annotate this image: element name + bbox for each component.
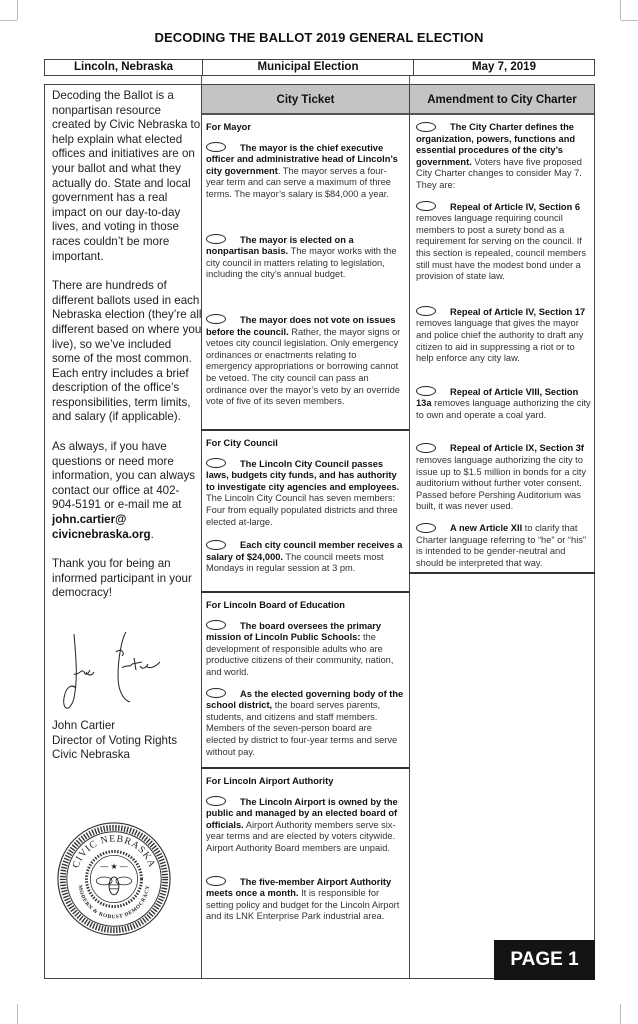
crop-mark (17, 0, 18, 20)
signer-block (52, 719, 177, 763)
amendment-item: Repeal of Article IX, Section 3f removes language authorizing the city to issue up to $1.5 million in bonds for a city auditorium without further voter consent. Passed before Pershing Auditorium was built, it was never used. (416, 443, 587, 512)
signature-image (56, 628, 166, 718)
ballot-oval[interactable] (206, 142, 226, 152)
ballot-oval[interactable] (416, 122, 436, 132)
ballot-oval[interactable] (206, 796, 226, 806)
ballot-item: The five-member Airport Authority meets once a month. It is responsible for setting policy and budget for the Lincoln Airport and its LNK Enterprise Park industrial area. (206, 876, 400, 922)
ballot-oval[interactable] (416, 386, 436, 396)
amendment-item: The City Charter defines the organization, powers, functions and essential procedures of the city’s government. Voters have five proposed City Charter changes to consider May 7. They are: (416, 122, 582, 190)
section-airport-authority (201, 770, 409, 970)
crop-mark (620, 1004, 621, 1024)
intro-paragraph: Thank you for being an informed participant in your democracy! (52, 557, 192, 600)
ballot-oval[interactable] (206, 688, 226, 698)
section-title: For Mayor (206, 122, 251, 132)
header-election: Municipal Election (203, 60, 414, 75)
amendment-item: Repeal of Article IV, Section 6 removes language requiring council members to post a surety bond as a requirement for serving on the council. If this section is repealed, council members still must have the modest bond under a provision of state law. (416, 201, 587, 282)
contact-paragraph: As always, if you have questions or need more information, you can always contact our office at 402-904-5191 or e-mail me at john.cartier@ civicnebraska.org. (52, 440, 196, 541)
ballot-item: The mayor is elected on a nonpartisan basis. The mayor works with the city council in matters relating to legislation, including the city’s annual budget. (206, 234, 397, 280)
section-board-of-education (201, 594, 409, 766)
intro-paragraph: Decoding the Ballot is a nonpartisan resource created by Civic Nebraska to help explain what elected offices and initiatives are on your ballot and what they actually do. State and local government has a real impact on our day-to-day lives, and voting in those races couldn’t be more important. (52, 89, 201, 263)
header-row (44, 59, 595, 76)
amendments-list (411, 122, 594, 579)
crop-mark (620, 0, 621, 20)
ballot-oval[interactable] (416, 201, 436, 211)
divider (409, 76, 410, 84)
crop-mark (0, 20, 17, 21)
ballot-item: The board oversees the primary mission of Lincoln Public Schools: the development of responsible adults who are productive citizens of their community, nation, and world. (206, 620, 394, 677)
amendment-header: Amendment to City Charter (410, 85, 594, 115)
section-title: For Lincoln Airport Authority (206, 776, 334, 786)
ballot-oval[interactable] (206, 458, 226, 468)
signer-title: Director of Voting Rights (52, 733, 178, 747)
ballot-oval[interactable] (416, 443, 436, 453)
ballot-item: The mayor does not vote on issues before the council. Rather, the mayor signs or vetoes city council legislation. Only emergency ordinances or enactments relating to emergency appropriations or borrowing cannot be vetoed. The city council can pass an ordinance over the mayor’s veto by an override vote of five of its seven members. (206, 314, 401, 407)
page-title: DECODING THE BALLOT 2019 GENERAL ELECTION (154, 30, 484, 45)
section-divider (201, 429, 409, 431)
intro-paragraph: There are hundreds of different ballots used in each Nebraska election (they’re all different based on where you live), so we’ve included some of the most common. Each entry includes a brief description of the office’s responsibilities, term limits, and salary (if applicable). (52, 279, 202, 424)
ballot-item: The Lincoln City Council passes laws, budgets city funds, and has authority to investigate city agencies and employees. The Lincoln City Council has seven members: Four from equally populated districts and three elected at-large. (206, 458, 400, 527)
ballot-oval[interactable] (206, 876, 226, 886)
section-divider (201, 591, 409, 593)
ballot-item: Each city council member receives a salary of $24,000. The council meets most Mondays in regular session at 3 pm. (206, 540, 403, 574)
city-ticket-header: City Ticket (202, 85, 409, 115)
ballot-item: The Lincoln Airport is owned by the public and managed by an elected board of officials. Airport Authority members serve six-year terms and are elected by voters citywide. Airport Authority Board members are unpaid. (206, 796, 398, 853)
intro-text (52, 89, 202, 616)
section-title: For City Council (206, 438, 278, 448)
svg-text:CIVIC NEBRASKA: CIVIC NEBRASKA (70, 833, 158, 870)
signer-name: John Cartier (52, 719, 116, 732)
header-location: Lincoln, Nebraska (45, 60, 203, 75)
section-divider (201, 767, 409, 769)
page-number-badge: PAGE 1 (494, 940, 595, 980)
ballot-item: The mayor is the chief executive officer and administrative head of Lincoln’s city government. The mayor serves a four-year term and can serve a maximum of three terms. The mayor’s salary is $84,000 a year. (206, 142, 398, 199)
header-date: May 7, 2019 (472, 61, 536, 73)
signer-org: Civic Nebraska (52, 748, 130, 762)
ballot-oval[interactable] (206, 620, 226, 630)
ballot-oval[interactable] (206, 314, 226, 324)
amendment-item: A new Article XII to clarify that Charter language referring to “he” or “his” is intended to be gender-neutral and should be interpreted that way. (416, 523, 587, 568)
crop-mark (17, 1004, 18, 1024)
section-divider (409, 572, 595, 574)
amendment-item: Repeal of Article IV, Section 17 removes language that gives the mayor and police chief the authority to draft any citizen to aid in suppressing a riot or to help enforce any city law. (416, 306, 586, 364)
civic-nebraska-seal-logo (55, 820, 173, 938)
email-link[interactable]: john.cartier@ civicnebraska.org (52, 513, 151, 541)
ballot-oval[interactable] (416, 523, 436, 533)
section-city-council (201, 432, 409, 590)
amendment-item: Repeal of Article VIII, Section 13a removes language authorizing the city to own and operate a coal yard. (416, 386, 591, 420)
ballot-item: As the elected governing body of the school district, the board serves parents, students, and citizens and staff members. Members of the seven-person board are elected by district to four-year terms and serve without pay. (206, 688, 404, 757)
column-divider (409, 84, 410, 979)
section-mayor (201, 116, 409, 427)
crop-mark (621, 20, 638, 21)
ballot-oval[interactable] (206, 540, 226, 550)
section-title: For Lincoln Board of Education (206, 600, 345, 610)
svg-text:— ★ —: — ★ — (100, 862, 128, 872)
svg-text:MODERN & ROBUST DEMOCRACY: MODERN & ROBUST DEMOCRACY (76, 884, 152, 921)
ballot-oval[interactable] (416, 306, 436, 316)
divider (201, 76, 202, 84)
ballot-oval[interactable] (206, 234, 226, 244)
